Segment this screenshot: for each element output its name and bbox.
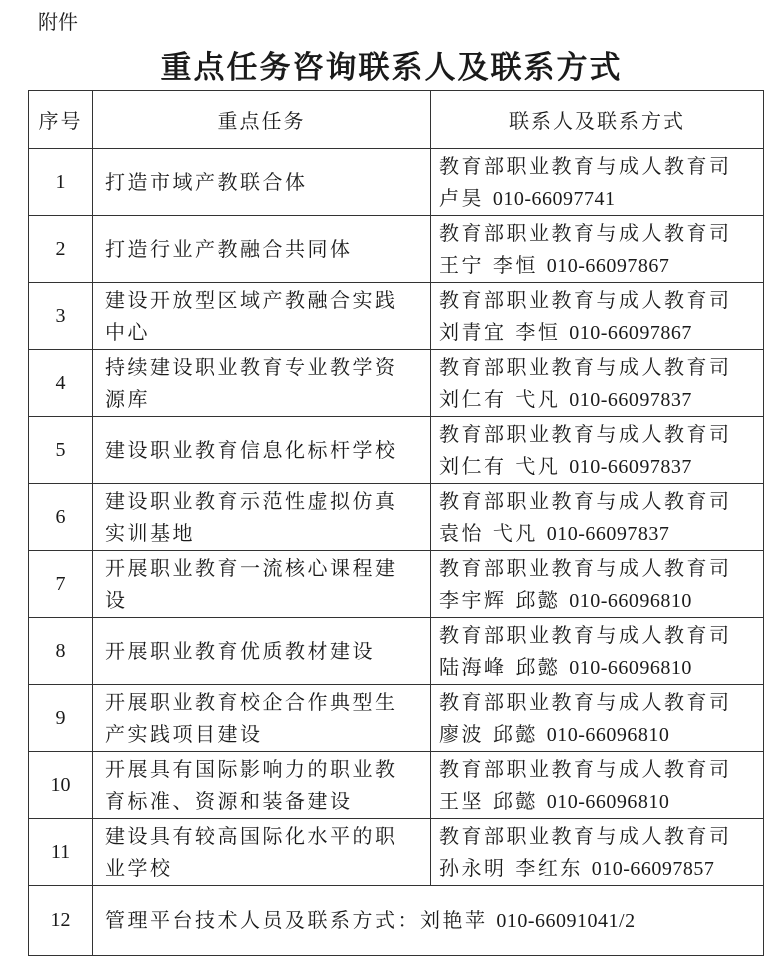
row-number: 1 [29, 149, 93, 216]
attachment-label: 附件 [38, 10, 78, 34]
header-contact: 联系人及联系方式 [431, 91, 764, 149]
table-header [29, 91, 764, 149]
department: 教育部职业教育与成人教育司 [439, 153, 732, 178]
task-line: 育标准、资源和装备建设 [105, 789, 353, 813]
phone-number: 010-66097857 [591, 857, 715, 880]
department: 教育部职业教育与成人教育司 [439, 287, 732, 312]
row-number: 12 [29, 886, 93, 956]
header-task: 重点任务 [93, 91, 431, 149]
task-line: 实训基地 [105, 521, 195, 545]
department: 教育部职业教育与成人教育司 [439, 689, 732, 714]
department: 教育部职业教育与成人教育司 [439, 555, 732, 580]
row-number: 4 [29, 350, 93, 417]
task-cell [93, 417, 431, 484]
contact-cell [431, 216, 764, 283]
phone-number: 010-66091041/2 [496, 910, 636, 932]
task-line: 开展职业教育优质教材建设 [105, 639, 375, 663]
table-row [29, 417, 764, 484]
contact-table [28, 90, 764, 956]
contact-cell [431, 551, 764, 618]
task-line: 产实践项目建设 [105, 722, 263, 746]
row-number: 8 [29, 618, 93, 685]
contact-cell [431, 685, 764, 752]
task-line: 打造市域产教联合体 [105, 170, 308, 194]
table-row [29, 618, 764, 685]
contact-names: 卢昊 [439, 185, 493, 210]
task-cell [93, 618, 431, 685]
table-row [29, 819, 764, 886]
department: 教育部职业教育与成人教育司 [439, 220, 732, 245]
row-number: 5 [29, 417, 93, 484]
contact-line [439, 852, 763, 885]
table-row [29, 752, 764, 819]
contact-line [439, 584, 763, 617]
task-line: 建设开放型区域产教融合实践 [105, 288, 398, 312]
contact-names: 廖波 邱懿 [439, 721, 547, 746]
table-row [29, 149, 764, 216]
phone-number: 010-66097867 [569, 321, 692, 344]
contact-cell [431, 752, 764, 819]
row-number: 2 [29, 216, 93, 283]
contact-cell [431, 819, 764, 886]
table-row [29, 685, 764, 752]
row-number: 7 [29, 551, 93, 618]
phone-number: 010-66097837 [569, 455, 692, 478]
row-number: 10 [29, 752, 93, 819]
phone-number: 010-66097837 [569, 388, 692, 411]
phone-number: 010-66096810 [569, 589, 692, 612]
task-cell [93, 819, 431, 886]
task-line: 开展职业教育一流核心课程建 [105, 556, 398, 580]
contact-cell [431, 618, 764, 685]
department: 教育部职业教育与成人教育司 [439, 488, 732, 513]
task-line: 源库 [105, 387, 150, 411]
contact-names: 王坚 邱懿 [439, 788, 547, 813]
contact-names: 孙永明 李红东 [439, 855, 592, 880]
department: 教育部职业教育与成人教育司 [439, 823, 732, 848]
contact-names: 陆海峰 邱懿 [439, 654, 570, 679]
task-cell [93, 216, 431, 283]
task-cell [93, 752, 431, 819]
table-row [29, 216, 764, 283]
task-line: 设 [105, 588, 128, 612]
task-line: 建设职业教育示范性虚拟仿真 [105, 489, 398, 513]
platform-contact-cell [93, 886, 764, 956]
task-cell [93, 149, 431, 216]
task-line: 持续建设职业教育专业教学资 [105, 355, 398, 379]
contact-names: 李宇辉 邱懿 [439, 587, 570, 612]
contact-cell [431, 283, 764, 350]
task-cell [93, 283, 431, 350]
contact-line [439, 316, 763, 349]
department: 教育部职业教育与成人教育司 [439, 354, 732, 379]
task-cell [93, 551, 431, 618]
task-line: 建设职业教育信息化标杆学校 [105, 438, 398, 462]
task-line: 业学校 [105, 856, 173, 880]
contact-names: 王宁 李恒 [439, 252, 547, 277]
task-line: 打造行业产教融合共同体 [105, 237, 353, 261]
contact-line [439, 249, 763, 282]
page-title: 重点任务咨询联系人及联系方式 [160, 50, 623, 86]
contact-line [439, 785, 763, 818]
task-line: 中心 [105, 320, 150, 344]
task-cell [93, 350, 431, 417]
table-row-platform [29, 886, 764, 956]
phone-number: 010-66096810 [546, 723, 670, 746]
phone-number: 010-66097741 [492, 187, 616, 210]
task-cell [93, 685, 431, 752]
contact-line [439, 450, 763, 483]
contact-line [439, 718, 763, 751]
contact-line [439, 651, 763, 684]
contact-line [439, 517, 763, 550]
contact-names: 刘仁有 弋凡 [439, 386, 570, 411]
table-row [29, 350, 764, 417]
row-number: 3 [29, 283, 93, 350]
contact-names: 袁怡 弋凡 [439, 520, 547, 545]
table-row [29, 551, 764, 618]
task-line: 建设具有较高国际化水平的职 [105, 824, 398, 848]
task-cell [93, 484, 431, 551]
department: 教育部职业教育与成人教育司 [439, 421, 732, 446]
phone-number: 010-66097837 [546, 522, 670, 545]
phone-number: 010-66097867 [546, 254, 670, 277]
platform-contact-text: 管理平台技术人员及联系方式：刘艳苹 [105, 908, 497, 932]
task-line: 开展具有国际影响力的职业教 [105, 757, 398, 781]
phone-number: 010-66096810 [569, 656, 692, 679]
table-row [29, 484, 764, 551]
row-number: 6 [29, 484, 93, 551]
row-number: 9 [29, 685, 93, 752]
row-number: 11 [29, 819, 93, 886]
header-no: 序号 [29, 91, 93, 149]
contact-line [439, 383, 763, 416]
table-row [29, 283, 764, 350]
contact-cell [431, 350, 764, 417]
contact-line [439, 182, 763, 215]
contact-cell [431, 149, 764, 216]
department: 教育部职业教育与成人教育司 [439, 622, 732, 647]
phone-number: 010-66096810 [546, 790, 670, 813]
contact-names: 刘青宜 李恒 [439, 319, 570, 344]
task-line: 开展职业教育校企合作典型生 [105, 690, 398, 714]
contact-cell [431, 417, 764, 484]
contact-names: 刘仁有 弋凡 [439, 453, 570, 478]
department: 教育部职业教育与成人教育司 [439, 756, 732, 781]
contact-cell [431, 484, 764, 551]
